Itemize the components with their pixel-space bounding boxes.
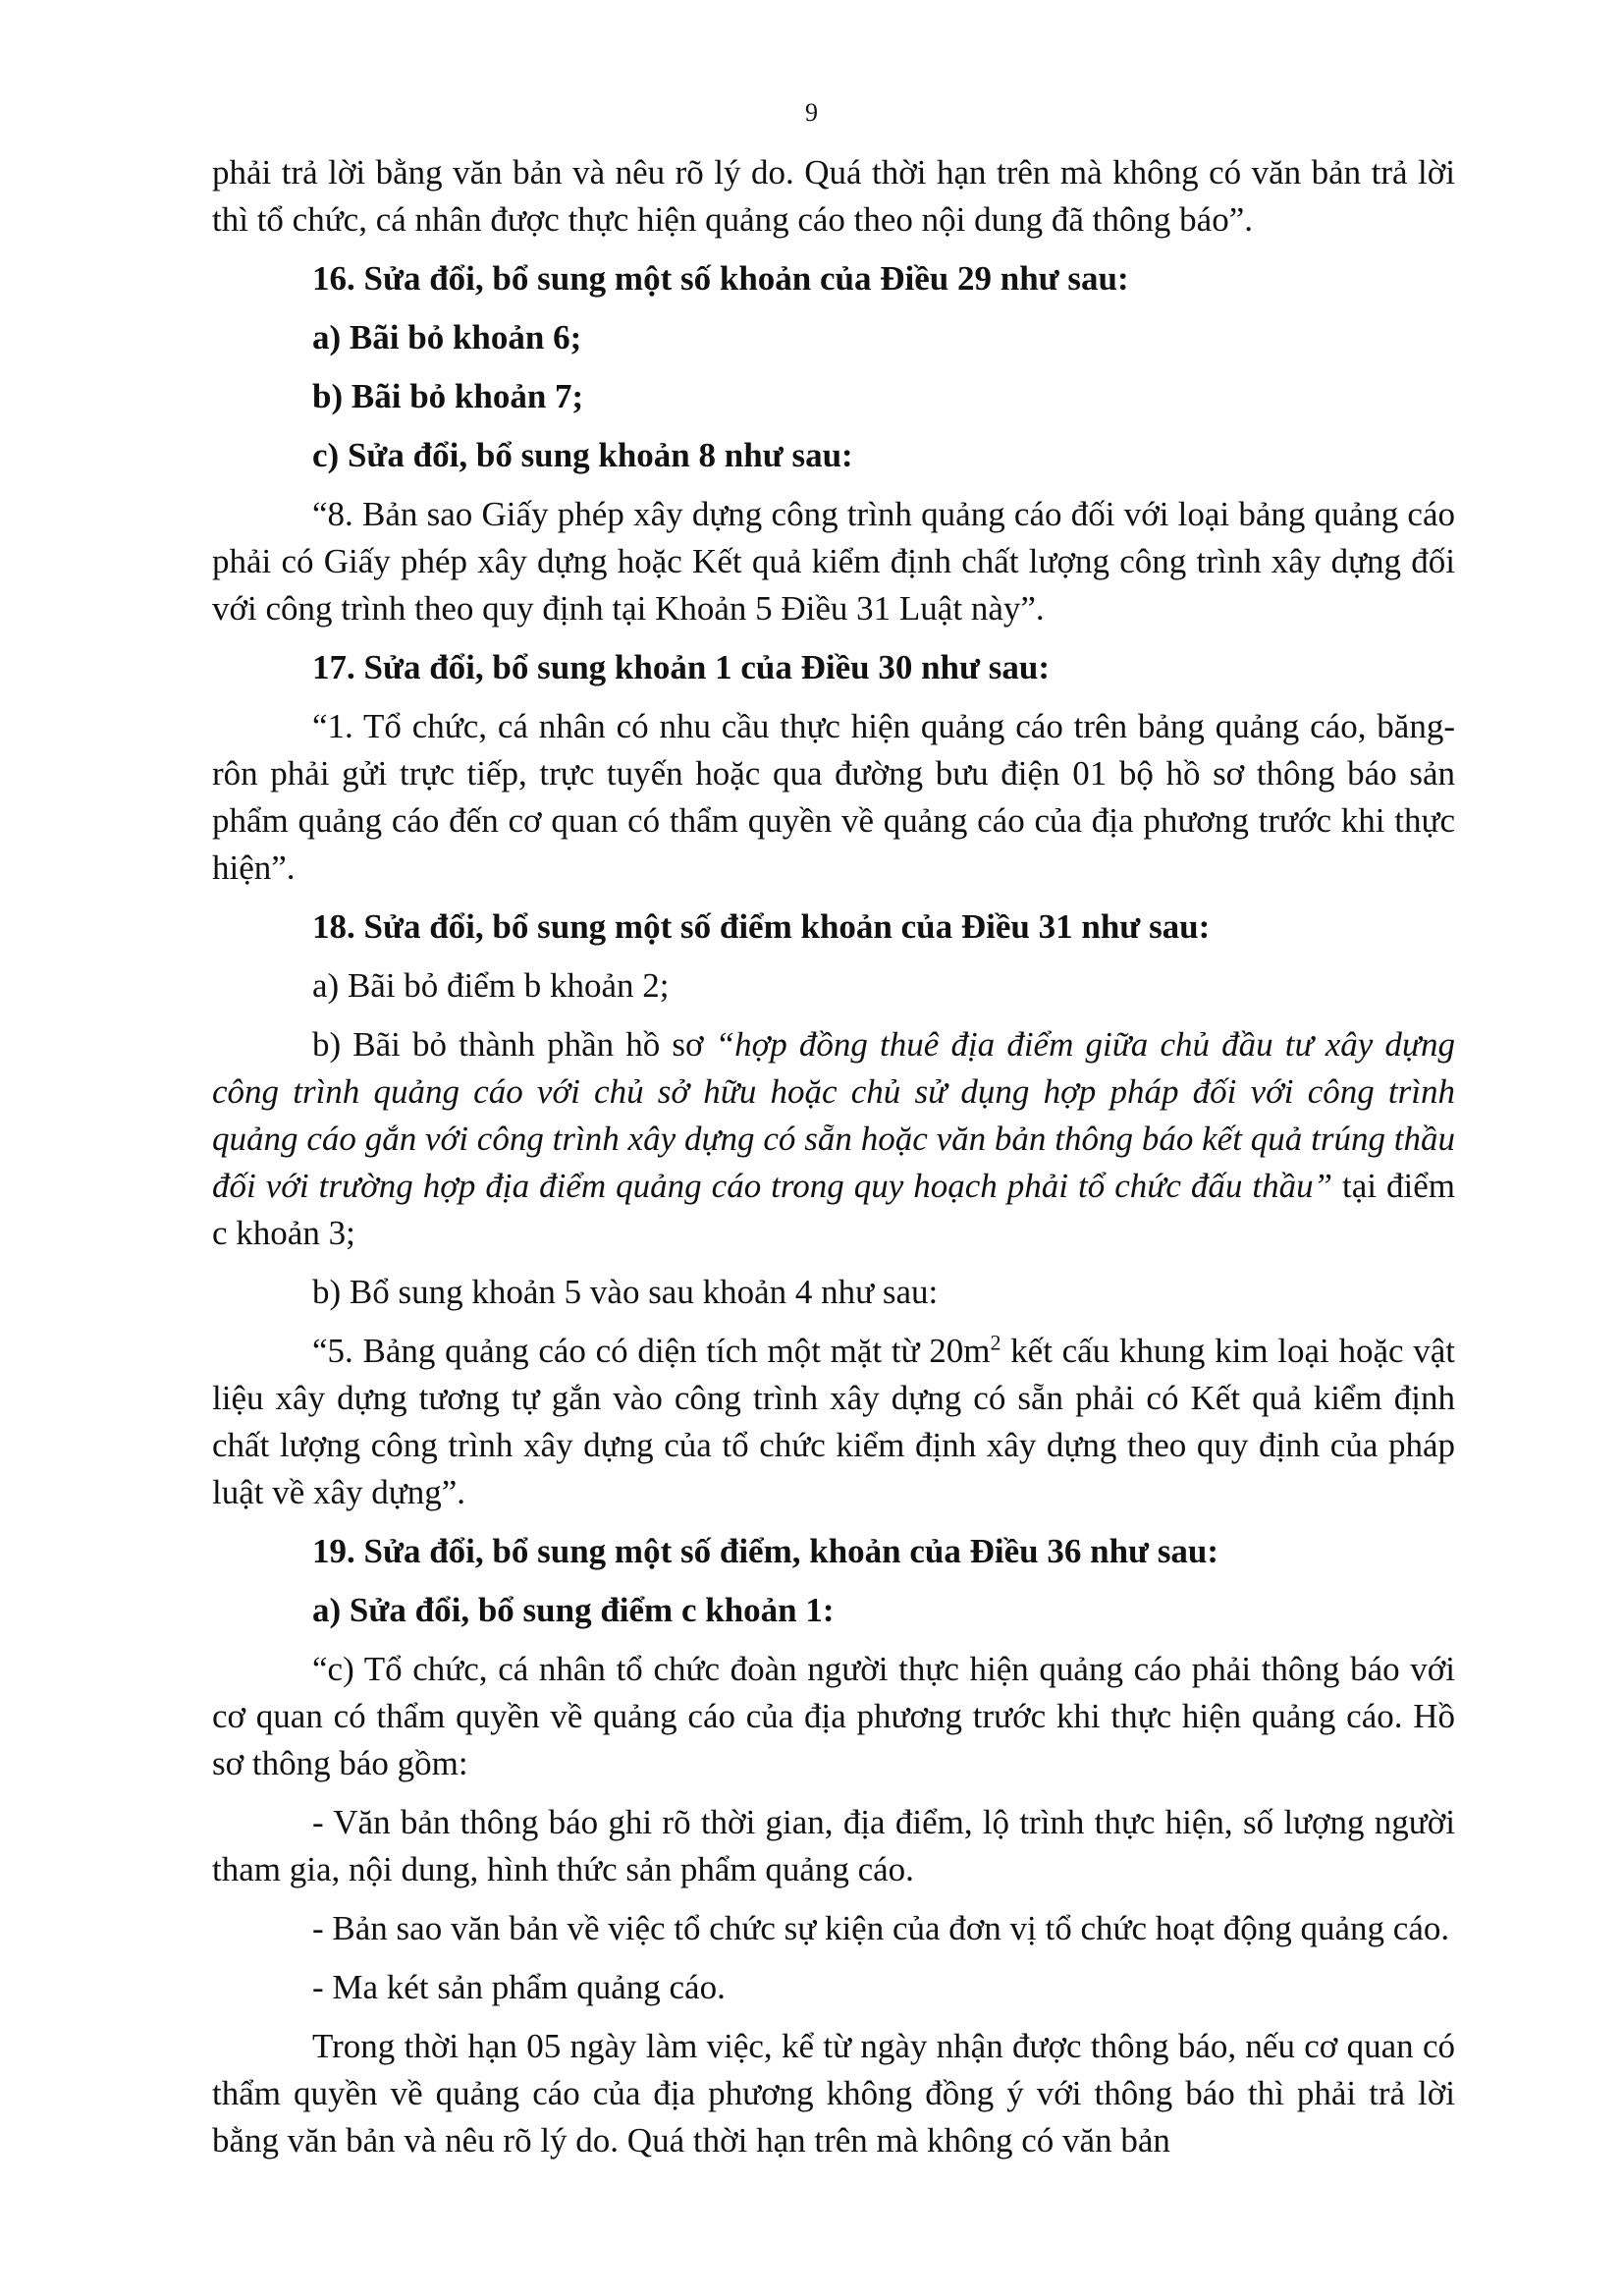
response-deadline-text: Trong thời hạn 05 ngày làm việc, kể từ ngày nhận được thông báo, nếu cơ quan có thẩm quyền về quảng cáo của địa phương không đồng ý với thông báo thì phải trả lời bằng văn bản và nêu rõ lý do. Quá thời hạn trên mà không có văn bản (212, 2027, 1455, 2159)
item-16-heading: 16. Sửa đổi, bổ sung một số khoản của Điều 29 như sau: (312, 259, 1129, 298)
item-18-heading: 18. Sửa đổi, bổ sung một số điểm khoản của Điều 31 như sau: (312, 907, 1211, 946)
dossier-item-mockup: - Ma két sản phẩm quảng cáo. (312, 1968, 726, 2006)
item-18-point-b (212, 1021, 1455, 1257)
item-17-heading: 17. Sửa đổi, bổ sung khoản 1 của Điều 30 như sau: (312, 648, 1050, 686)
area-unit-superscript: 2 (990, 1330, 1001, 1355)
paragraph-continuation: phải trả lời bằng văn bản và nêu rõ lý do. Quá thời hạn trên mà không có văn bản trả lời thì tổ chức, cá nhân được thực hiện quảng cáo theo nội dung đã thông báo”. (212, 153, 1455, 239)
point-b-prefix: b) Bãi bỏ thành phần hồ sơ (312, 1025, 716, 1064)
dossier-item-notice: - Văn bản thông báo ghi rõ thời gian, địa điểm, lộ trình thực hiện, số lượng người tham gia, nội dung, hình thức sản phẩm quảng cáo. (212, 1803, 1455, 1888)
quoted-document-component: “hợp đồng thuê địa điểm giữa chủ đầu tư xây dựng công trình quảng cáo với chủ sở hữu hoặc chủ sử dụng hợp pháp đối với công trình quảng cáo gắn với công trình xây dựng có sẵn hoặc văn bản thông báo kết quả trúng thầu đối với trường hợp địa điểm quảng cáo trong quy hoạch phải tổ chức đấu thầu” (212, 1025, 1455, 1205)
clause-5-text (212, 1328, 1455, 1516)
clause-5-prefix: “5. Bảng quảng cáo có diện tích một mặt từ 20m (312, 1332, 991, 1370)
point-b-suffix: tại điểm c khoản 3; (212, 1167, 1455, 1252)
item-18-point-b-addition: b) Bổ sung khoản 5 vào sau khoản 4 như sau: (312, 1273, 939, 1311)
clause-1-text: “1. Tổ chức, cá nhân có nhu cầu thực hiện quảng cáo trên bảng quảng cáo, băng-rôn phải gửi trực tiếp, trực tuyến hoặc qua đường bưu điện 01 bộ hồ sơ thông báo sản phẩm quảng cáo đến cơ quan có thẩm quyền về quảng cáo của địa phương trước khi thực hiện”. (212, 707, 1455, 887)
item-19-point-a: a) Sửa đổi, bổ sung điểm c khoản 1: (312, 1591, 835, 1629)
page-number: 9 (805, 98, 818, 127)
item-16-point-b: b) Bãi bỏ khoản 7; (312, 377, 584, 415)
dossier-item-copy: - Bản sao văn bản về việc tổ chức sự kiện của đơn vị tổ chức hoạt động quảng cáo. (312, 1909, 1450, 1947)
item-16-point-c: c) Sửa đổi, bổ sung khoản 8 như sau: (312, 436, 853, 474)
point-c-text: “c) Tổ chức, cá nhân tổ chức đoàn người thực hiện quảng cáo phải thông báo với cơ quan có thẩm quyền về quảng cáo của địa phương trước khi thực hiện quảng cáo. Hồ sơ thông báo gồm: (212, 1650, 1455, 1782)
item-16-point-a: a) Bãi bỏ khoản 6; (312, 318, 582, 356)
item-18-point-a: a) Bãi bỏ điểm b khoản 2; (312, 966, 670, 1005)
document-body (212, 149, 1455, 2176)
item-19-heading: 19. Sửa đổi, bổ sung một số điểm, khoản của Điều 36 như sau: (312, 1532, 1219, 1570)
clause-8-text: “8. Bản sao Giấy phép xây dựng công trình quảng cáo đối với loại bảng quảng cáo phải có Giấy phép xây dựng hoặc Kết quả kiểm định chất lượng công trình xây dựng đối với công trình theo quy định tại Khoản 5 Điều 31 Luật này”. (212, 495, 1455, 628)
clause-5-suffix: kết cấu khung kim loại hoặc vật liệu xây dựng tương tự gắn vào công trình xây dựng có sẵn phải có Kết quả kiểm định chất lượng công trình xây dựng của tổ chức kiểm định xây dựng theo quy định của pháp luật về xây dựng”. (212, 1332, 1455, 1511)
